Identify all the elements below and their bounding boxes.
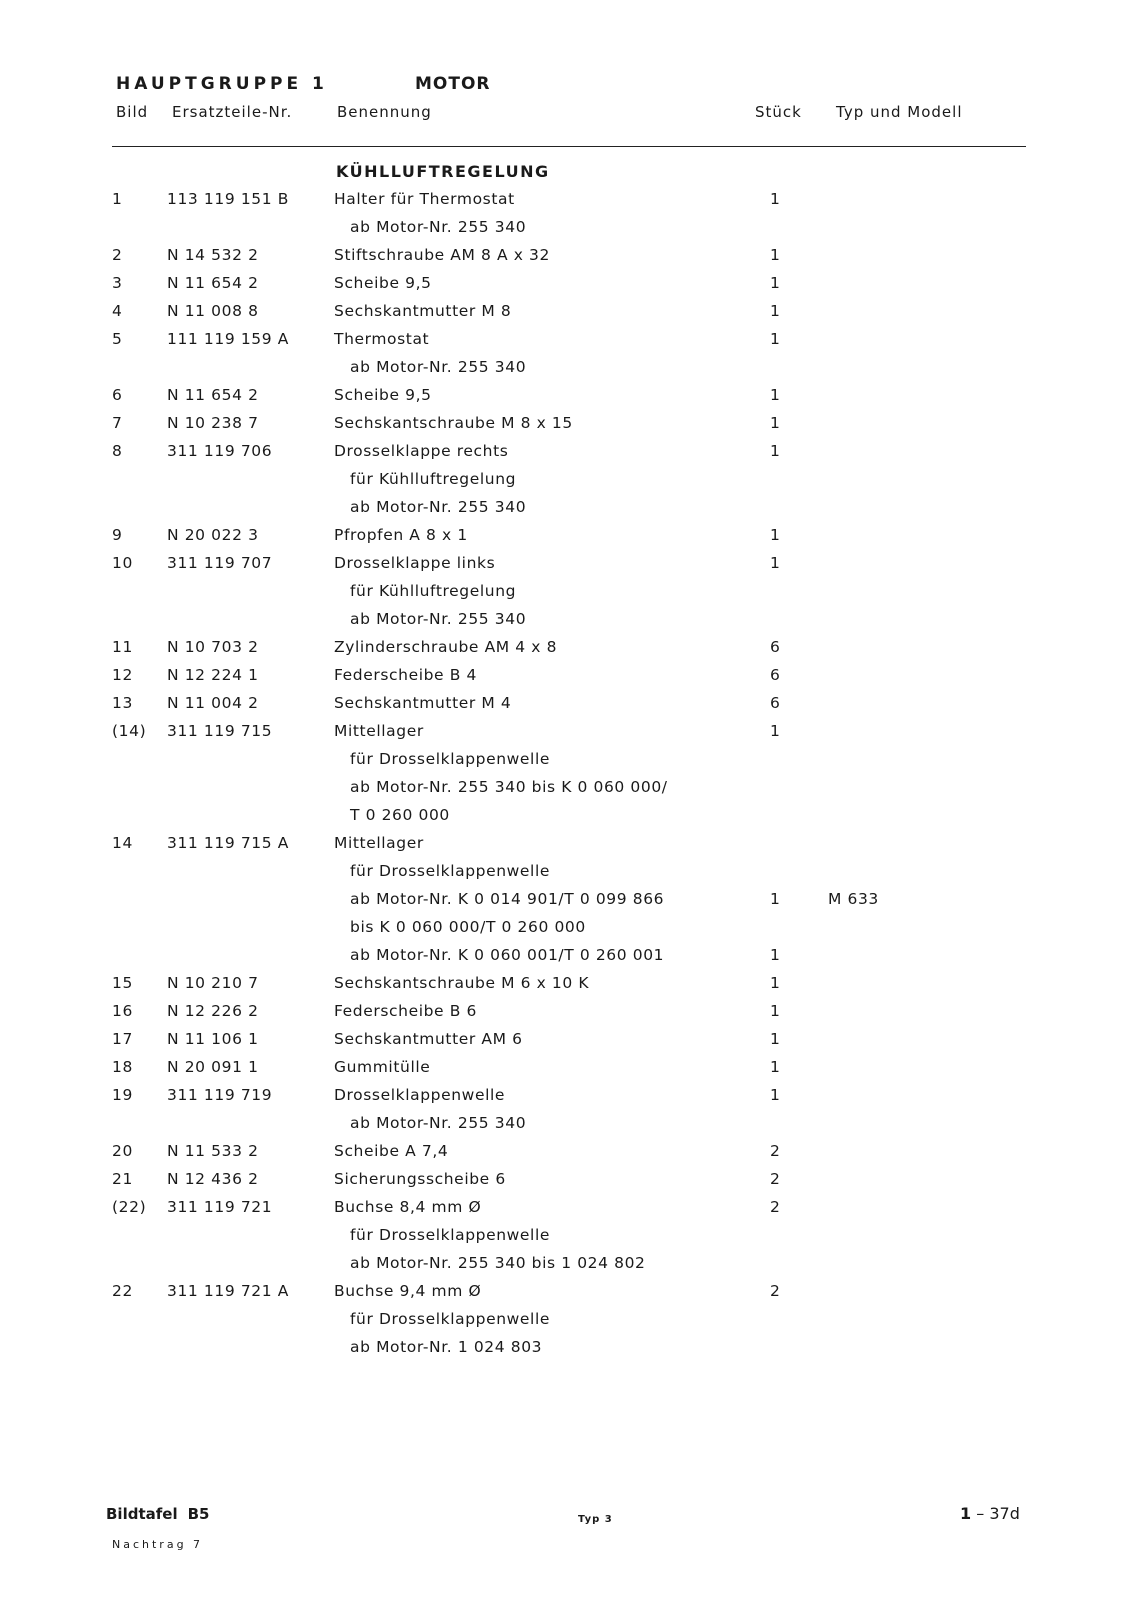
figure-number: 22 (112, 1282, 133, 1300)
parts-row (0, 1166, 1133, 1194)
parts-row (0, 354, 1133, 382)
figure-number: 16 (112, 1002, 133, 1020)
part-description: ab Motor-Nr. 255 340 (350, 358, 527, 376)
parts-row (0, 802, 1133, 830)
part-description: für Drosselklappenwelle (350, 750, 551, 768)
parts-row (0, 1278, 1133, 1306)
figure-number: 12 (112, 666, 133, 684)
quantity: 1 (770, 1058, 781, 1076)
part-number: 311 119 715 A (167, 834, 289, 852)
part-number: N 11 533 2 (167, 1142, 259, 1160)
part-description: Buchse 9,4 mm Ø (334, 1282, 482, 1300)
parts-row (0, 1334, 1133, 1362)
quantity: 2 (770, 1198, 781, 1216)
parts-row (0, 634, 1133, 662)
parts-row (0, 1194, 1133, 1222)
figure-number: 17 (112, 1030, 133, 1048)
part-number: N 10 703 2 (167, 638, 259, 656)
part-description: Mittellager (334, 722, 424, 740)
part-description: Zylinderschraube AM 4 x 8 (334, 638, 558, 656)
parts-row (0, 438, 1133, 466)
page-group: 1 (960, 1504, 972, 1523)
part-number: N 20 091 1 (167, 1058, 259, 1076)
page-number (960, 1504, 1020, 1523)
parts-row (0, 718, 1133, 746)
part-description: Sechskantmutter AM 6 (334, 1030, 523, 1048)
quantity: 1 (770, 554, 781, 572)
parts-row (0, 970, 1133, 998)
figure-number: 11 (112, 638, 133, 656)
parts-row (0, 578, 1133, 606)
column-header-quantity: Stück (755, 103, 802, 121)
parts-row (0, 662, 1133, 690)
parts-row (0, 914, 1133, 942)
part-description: ab Motor-Nr. K 0 060 001/T 0 260 001 (350, 946, 665, 964)
figure-number: 5 (112, 330, 123, 348)
figure-number: 15 (112, 974, 133, 992)
figure-number: 10 (112, 554, 133, 572)
part-description: Scheibe 9,5 (334, 274, 432, 292)
quantity: 1 (770, 890, 781, 908)
parts-row (0, 326, 1133, 354)
figure-number: 9 (112, 526, 123, 544)
figure-number: (14) (112, 722, 147, 740)
part-number: 311 119 721 (167, 1198, 273, 1216)
figure-number: 19 (112, 1086, 133, 1104)
parts-row (0, 830, 1133, 858)
part-number: 113 119 151 B (167, 190, 289, 208)
parts-row (0, 942, 1133, 970)
group-name: MOTOR (415, 74, 491, 94)
parts-row (0, 1026, 1133, 1054)
parts-row (0, 1138, 1133, 1166)
parts-row (0, 214, 1133, 242)
parts-row (0, 270, 1133, 298)
quantity: 1 (770, 414, 781, 432)
parts-row (0, 382, 1133, 410)
parts-row (0, 550, 1133, 578)
part-description: Sechskantschraube M 6 x 10 K (334, 974, 590, 992)
figure-number: 6 (112, 386, 123, 404)
quantity: 2 (770, 1282, 781, 1300)
part-description: Sechskantmutter M 8 (334, 302, 512, 320)
part-description: Scheibe A 7,4 (334, 1142, 449, 1160)
part-number: N 12 224 1 (167, 666, 259, 684)
figure-number: 14 (112, 834, 133, 852)
part-description: Federscheibe B 6 (334, 1002, 477, 1020)
parts-row (0, 998, 1133, 1026)
part-description: für Kühlluftregelung (350, 582, 517, 600)
supplement-note: Nachtrag 7 (112, 1538, 204, 1551)
quantity: 2 (770, 1170, 781, 1188)
quantity: 2 (770, 1142, 781, 1160)
part-number: 311 119 707 (167, 554, 273, 572)
part-number: N 11 004 2 (167, 694, 259, 712)
part-number: N 11 106 1 (167, 1030, 259, 1048)
parts-row (0, 522, 1133, 550)
part-description: ab Motor-Nr. 255 340 bis 1 024 802 (350, 1254, 646, 1272)
part-number: N 11 654 2 (167, 274, 259, 292)
part-description: ab Motor-Nr. 255 340 (350, 610, 527, 628)
parts-row (0, 1306, 1133, 1334)
figure-number: 4 (112, 302, 123, 320)
figure-number: (22) (112, 1198, 147, 1216)
part-description: für Drosselklappenwelle (350, 1226, 551, 1244)
figure-number: 13 (112, 694, 133, 712)
parts-row (0, 886, 1133, 914)
type-model: M 633 (828, 890, 879, 908)
part-description: Drosselklappenwelle (334, 1086, 506, 1104)
parts-row (0, 606, 1133, 634)
quantity: 1 (770, 722, 781, 740)
part-number: N 11 008 8 (167, 302, 259, 320)
page-num: 37d (989, 1504, 1020, 1523)
parts-row (0, 1222, 1133, 1250)
part-description: Drosselklappe rechts (334, 442, 509, 460)
part-description: Drosselklappe links (334, 554, 496, 572)
part-number: 311 119 706 (167, 442, 273, 460)
part-number: 111 119 159 A (167, 330, 289, 348)
part-description: ab Motor-Nr. K 0 014 901/T 0 099 866 (350, 890, 665, 908)
quantity: 1 (770, 190, 781, 208)
part-description: Gummitülle (334, 1058, 431, 1076)
part-description: für Drosselklappenwelle (350, 862, 551, 880)
parts-list (0, 186, 1133, 1362)
plate-label: Bildtafel (106, 1505, 178, 1523)
parts-row (0, 774, 1133, 802)
figure-number: 3 (112, 274, 123, 292)
part-description: Buchse 8,4 mm Ø (334, 1198, 482, 1216)
part-number: N 11 654 2 (167, 386, 259, 404)
figure-number: 7 (112, 414, 123, 432)
part-description: ab Motor-Nr. 255 340 (350, 498, 527, 516)
quantity: 1 (770, 974, 781, 992)
part-number: N 10 210 7 (167, 974, 259, 992)
part-number: N 14 532 2 (167, 246, 259, 264)
part-description: Sechskantmutter M 4 (334, 694, 512, 712)
parts-row (0, 858, 1133, 886)
quantity: 1 (770, 1002, 781, 1020)
quantity: 6 (770, 694, 781, 712)
section-title: KÜHLLUFTREGELUNG (336, 162, 550, 181)
page-separator: – (976, 1504, 985, 1523)
parts-row (0, 1054, 1133, 1082)
figure-number: 2 (112, 246, 123, 264)
quantity: 1 (770, 302, 781, 320)
part-description: ab Motor-Nr. 255 340 bis K 0 060 000/ (350, 778, 668, 796)
parts-row (0, 1250, 1133, 1278)
part-description: Halter für Thermostat (334, 190, 515, 208)
quantity: 1 (770, 946, 781, 964)
plate-id: B5 (187, 1505, 210, 1523)
figure-number: 8 (112, 442, 123, 460)
quantity: 6 (770, 638, 781, 656)
column-header-description: Benennung (337, 103, 432, 121)
part-number: N 20 022 3 (167, 526, 259, 544)
part-description: Scheibe 9,5 (334, 386, 432, 404)
part-number: 311 119 719 (167, 1086, 273, 1104)
part-description: ab Motor-Nr. 1 024 803 (350, 1338, 543, 1356)
part-description: für Drosselklappenwelle (350, 1310, 551, 1328)
figure-number: 20 (112, 1142, 133, 1160)
part-description: Sicherungsscheibe 6 (334, 1170, 506, 1188)
column-header-part-number: Ersatzteile-Nr. (172, 103, 293, 121)
part-description: Sechskantschraube M 8 x 15 (334, 414, 573, 432)
quantity: 1 (770, 274, 781, 292)
quantity: 1 (770, 1030, 781, 1048)
parts-row (0, 690, 1133, 718)
plate-reference (106, 1505, 209, 1523)
part-description: bis K 0 060 000/T 0 260 000 (350, 918, 586, 936)
parts-row (0, 410, 1133, 438)
part-description: Stiftschraube AM 8 A x 32 (334, 246, 550, 264)
parts-row (0, 186, 1133, 214)
part-number: N 12 226 2 (167, 1002, 259, 1020)
parts-row (0, 242, 1133, 270)
part-description: für Kühlluftregelung (350, 470, 517, 488)
part-description: ab Motor-Nr. 255 340 (350, 218, 527, 236)
quantity: 1 (770, 526, 781, 544)
parts-row (0, 466, 1133, 494)
parts-row (0, 746, 1133, 774)
figure-number: 21 (112, 1170, 133, 1188)
part-description: ab Motor-Nr. 255 340 (350, 1114, 527, 1132)
figure-number: 1 (112, 190, 123, 208)
part-number: 311 119 715 (167, 722, 273, 740)
part-number: 311 119 721 A (167, 1282, 289, 1300)
quantity: 6 (770, 666, 781, 684)
column-header-type-model: Typ und Modell (836, 103, 963, 121)
column-header-bild: Bild (116, 103, 149, 121)
parts-row (0, 298, 1133, 326)
vehicle-type: Typ 3 (578, 1514, 613, 1525)
part-description: Federscheibe B 4 (334, 666, 477, 684)
parts-row (0, 1082, 1133, 1110)
parts-row (0, 494, 1133, 522)
part-description: Pfropfen A 8 x 1 (334, 526, 468, 544)
part-number: N 10 238 7 (167, 414, 259, 432)
header-divider (112, 146, 1026, 147)
part-description: Mittellager (334, 834, 424, 852)
quantity: 1 (770, 386, 781, 404)
main-group-title: HAUPTGRUPPE 1 (116, 74, 328, 94)
quantity: 1 (770, 1086, 781, 1104)
quantity: 1 (770, 246, 781, 264)
part-description: Thermostat (334, 330, 430, 348)
quantity: 1 (770, 442, 781, 460)
parts-row (0, 1110, 1133, 1138)
quantity: 1 (770, 330, 781, 348)
part-description: T 0 260 000 (350, 806, 450, 824)
figure-number: 18 (112, 1058, 133, 1076)
part-number: N 12 436 2 (167, 1170, 259, 1188)
